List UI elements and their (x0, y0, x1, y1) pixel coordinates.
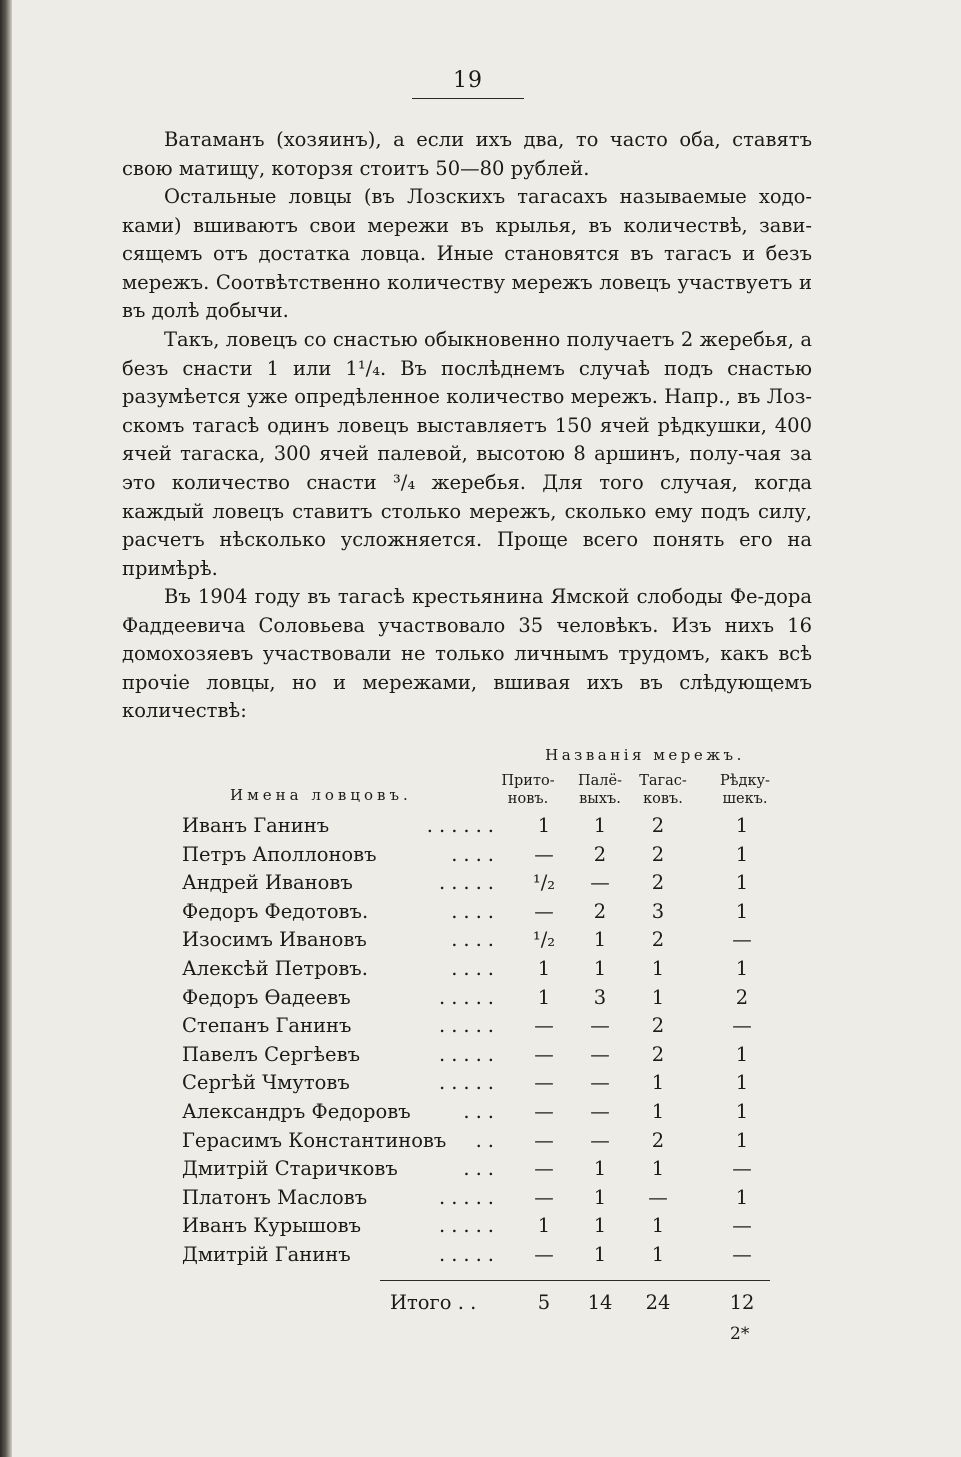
row-name: Герасимъ Константиновъ (182, 1128, 447, 1152)
cell-redkushek: 1 (735, 1185, 749, 1209)
table-row (180, 1243, 820, 1271)
cell-palevykh: 1 (593, 1185, 607, 1209)
cell-pritonov: — (534, 1128, 554, 1152)
table-row (180, 1186, 820, 1214)
row-leader-dots: ..... (439, 1014, 500, 1038)
total-value-tagaskov: 24 (645, 1291, 671, 1314)
cell-palevykh: — (590, 1071, 610, 1095)
total-value-pritonov: 5 (537, 1291, 551, 1314)
column-header-line1: Прито- (501, 773, 555, 789)
cell-redkushek: 1 (735, 1071, 749, 1095)
row-name: Изосимъ Ивановъ (182, 928, 367, 952)
cell-pritonov: — (534, 1185, 554, 1209)
cell-pritonov: — (534, 1243, 554, 1266)
cell-pritonov: — (534, 1042, 554, 1066)
row-name: Федоръ Федотовъ. (182, 899, 369, 923)
table-row (180, 1100, 820, 1128)
cell-redkushek: — (732, 1157, 752, 1181)
paragraph-1: Ватаманъ (хозяинъ), а если ихъ два, то часто оба, ставятъ свою матищу, которзя стоитъ 50—80 рублей. (122, 128, 812, 180)
column-header-line1: Рѣдку- (720, 773, 770, 789)
cell-palevykh: 1 (593, 957, 607, 980)
total-label: Итого . . (390, 1291, 477, 1314)
cell-pritonov: 1 (537, 814, 551, 837)
cell-redkushek: — (732, 928, 752, 952)
row-name: Иванъ Ганинъ (182, 814, 330, 837)
cell-tagaskov: 2 (651, 1014, 665, 1038)
cell-palevykh: — (590, 1100, 610, 1123)
cell-palevykh: 1 (593, 1243, 607, 1266)
cell-tagaskov: 2 (651, 871, 665, 895)
row-leader-dots: ..... (439, 1214, 500, 1238)
column-header-tagaskov (632, 772, 694, 808)
table-row (180, 814, 820, 842)
row-name: Сергѣй Чмутовъ (182, 1071, 350, 1095)
cell-redkushek: — (732, 1014, 752, 1038)
cell-redkushek: 1 (735, 957, 749, 980)
body-text (122, 126, 812, 183)
table-row (180, 1014, 820, 1042)
row-name: Алексѣй Петровъ. (182, 957, 368, 980)
cell-palevykh: 2 (593, 899, 607, 923)
page-number-rule (412, 98, 524, 99)
cell-pritonov: — (534, 1100, 554, 1123)
row-name: Иванъ Курышовъ (182, 1214, 362, 1238)
row-leader-dots: ..... (439, 1185, 500, 1209)
row-leader-dots: ..... (439, 1243, 500, 1266)
table-row (180, 900, 820, 928)
row-name: Дмитрій Старичковъ (182, 1157, 398, 1181)
paragraph-4: Въ 1904 году въ тагасѣ крестьянина Ямской слободы Фе-дора Фаддеевича Соловьева участвовало 35 человѣкъ. Изъ нихъ 16 домохозяевъ участвовали не только личнымъ трудомъ, какъ всѣ прочіе ловцы, но и мережами, вшивая ихъ въ слѣдующемъ количествѣ: (122, 585, 812, 723)
cell-tagaskov: 1 (651, 1100, 665, 1123)
column-header-redkushek (710, 772, 780, 808)
row-leader-dots: ... (463, 1157, 500, 1181)
cell-palevykh: 1 (593, 1157, 607, 1181)
total-value-redkushek: 12 (729, 1291, 755, 1314)
table-row (180, 1043, 820, 1071)
column-header-line2: шекъ. (722, 791, 768, 807)
cell-palevykh: 1 (593, 814, 607, 837)
column-header-line2: выхъ. (579, 791, 621, 807)
table-row (180, 1129, 820, 1157)
cell-redkushek: 1 (735, 1128, 749, 1152)
cell-tagaskov: 2 (651, 928, 665, 952)
binding-edge (0, 0, 12, 1457)
cell-palevykh: — (590, 1014, 610, 1038)
table-row (180, 871, 820, 899)
table-row (180, 1157, 820, 1185)
cell-tagaskov: 1 (651, 1243, 665, 1266)
cell-redkushek: — (732, 1243, 752, 1266)
cell-redkushek: — (732, 1214, 752, 1238)
row-leader-dots: .... (451, 899, 500, 923)
cell-palevykh: 3 (593, 985, 607, 1009)
column-header-line2: новъ. (507, 791, 549, 807)
table-row (180, 843, 820, 871)
row-leader-dots: ... (463, 1100, 500, 1123)
column-header-palevykh (570, 772, 630, 808)
body-text-4 (122, 583, 812, 726)
row-leader-dots: .... (451, 957, 500, 980)
table-row (180, 1071, 820, 1099)
table-row (180, 957, 820, 985)
cell-tagaskov: 2 (651, 814, 665, 837)
table-names-header: Имена ловцовъ. (230, 786, 412, 804)
cell-palevykh: 1 (593, 1214, 607, 1238)
cell-tagaskov: — (648, 1185, 668, 1209)
cell-tagaskov: 3 (651, 899, 665, 923)
cell-tagaskov: 1 (651, 1214, 665, 1238)
cell-pritonov: — (534, 1157, 554, 1181)
cell-pritonov: 1 (537, 1214, 551, 1238)
row-name: Платонъ Масловъ (182, 1185, 368, 1209)
cell-palevykh: 1 (593, 928, 607, 952)
row-leader-dots: ...... (426, 814, 500, 837)
cell-pritonov: 1 (537, 957, 551, 980)
body-text-2 (122, 183, 812, 326)
cell-tagaskov: 2 (651, 1042, 665, 1066)
signature-mark: 2* (730, 1324, 750, 1344)
table-row (180, 1214, 820, 1242)
cell-palevykh: — (590, 1128, 610, 1152)
cell-palevykh: — (590, 1042, 610, 1066)
body-text-3 (122, 326, 812, 583)
cell-redkushek: 2 (735, 985, 749, 1009)
row-leader-dots: ..... (439, 985, 500, 1009)
cell-tagaskov: 1 (651, 985, 665, 1009)
cell-tagaskov: 1 (651, 957, 665, 980)
column-header-pritonov (498, 772, 558, 808)
table-group-header: Названія мережъ. (545, 746, 745, 764)
cell-redkushek: 1 (735, 871, 749, 895)
row-name: Павелъ Сергѣевъ (182, 1042, 360, 1066)
row-leader-dots: .... (451, 928, 500, 952)
cell-redkushek: 1 (735, 1100, 749, 1123)
row-leader-dots: ..... (439, 871, 500, 895)
total-value-palevykh: 14 (587, 1291, 613, 1314)
row-leader-dots: .. (475, 1128, 500, 1152)
column-header-line2: ковъ. (643, 791, 683, 807)
cell-redkushek: 1 (735, 814, 749, 837)
total-rule (380, 1280, 770, 1281)
cell-pritonov: 1 (537, 985, 551, 1009)
cell-tagaskov: 1 (651, 1157, 665, 1181)
row-name: Степанъ Ганинъ (182, 1014, 352, 1038)
cell-tagaskov: 1 (651, 1071, 665, 1095)
paragraph-2: Остальные ловцы (въ Лозскихъ тагасахъ называемые ходо-ками) вшиваютъ свои мережи въ крылья, въ количествѣ, зави-сящемъ отъ достатка ловца. Иные становятся въ тагасъ и безъ мережъ. Соотвѣтственно количеству мережъ ловецъ участвуетъ и въ долѣ добычи. (122, 185, 812, 323)
row-name: Дмитрій Ганинъ (182, 1243, 351, 1266)
table-row (180, 928, 820, 956)
cell-palevykh: — (590, 871, 610, 895)
column-header-line1: Палё- (578, 773, 622, 789)
cell-redkushek: 1 (735, 842, 749, 866)
cell-tagaskov: 2 (651, 1128, 665, 1152)
column-header-line1: Тагас- (639, 773, 687, 789)
table-row (180, 986, 820, 1014)
row-name: Петръ Аполлоновъ (182, 842, 377, 866)
cell-redkushek: 1 (735, 899, 749, 923)
cell-pritonov: — (534, 899, 554, 923)
cell-palevykh: 2 (593, 842, 607, 866)
row-name: Андрей Ивановъ (182, 871, 353, 895)
row-leader-dots: .... (451, 842, 500, 866)
cell-tagaskov: 2 (651, 842, 665, 866)
cell-redkushek: 1 (735, 1042, 749, 1066)
row-leader-dots: ..... (439, 1042, 500, 1066)
row-leader-dots: ..... (439, 1071, 500, 1095)
cell-pritonov: ¹/₂ (532, 871, 556, 895)
row-name: Федоръ Ѳадеевъ (182, 985, 351, 1009)
cell-pritonov: — (534, 1014, 554, 1038)
cell-pritonov: — (534, 842, 554, 866)
page-number: 19 (453, 68, 483, 93)
paragraph-3: Такъ, ловецъ со снастью обыкновенно получаетъ 2 жеребья, а безъ снасти 1 или 1¹/₄. Въ послѣднемъ случаѣ подъ снастью разумѣется уже опредѣленное количество мережъ. Напр., въ Лоз-скомъ тагасѣ одинъ ловецъ выставляетъ 150 ячей рѣдкушки, 400 ячей тагаска, 300 ячей палевой, высотою 8 аршинъ, полу-чая за это количество снасти ³/₄ жеребья. Для того случая, когда каждый ловецъ ставитъ столько мережъ, сколько ему подъ силу, расчетъ нѣсколько усложняется. Проще всего понять его на примѣрѣ. (122, 328, 812, 580)
row-name: Александръ Федоровъ (182, 1100, 411, 1123)
cell-pritonov: ¹/₂ (532, 928, 556, 952)
cell-pritonov: — (534, 1071, 554, 1095)
